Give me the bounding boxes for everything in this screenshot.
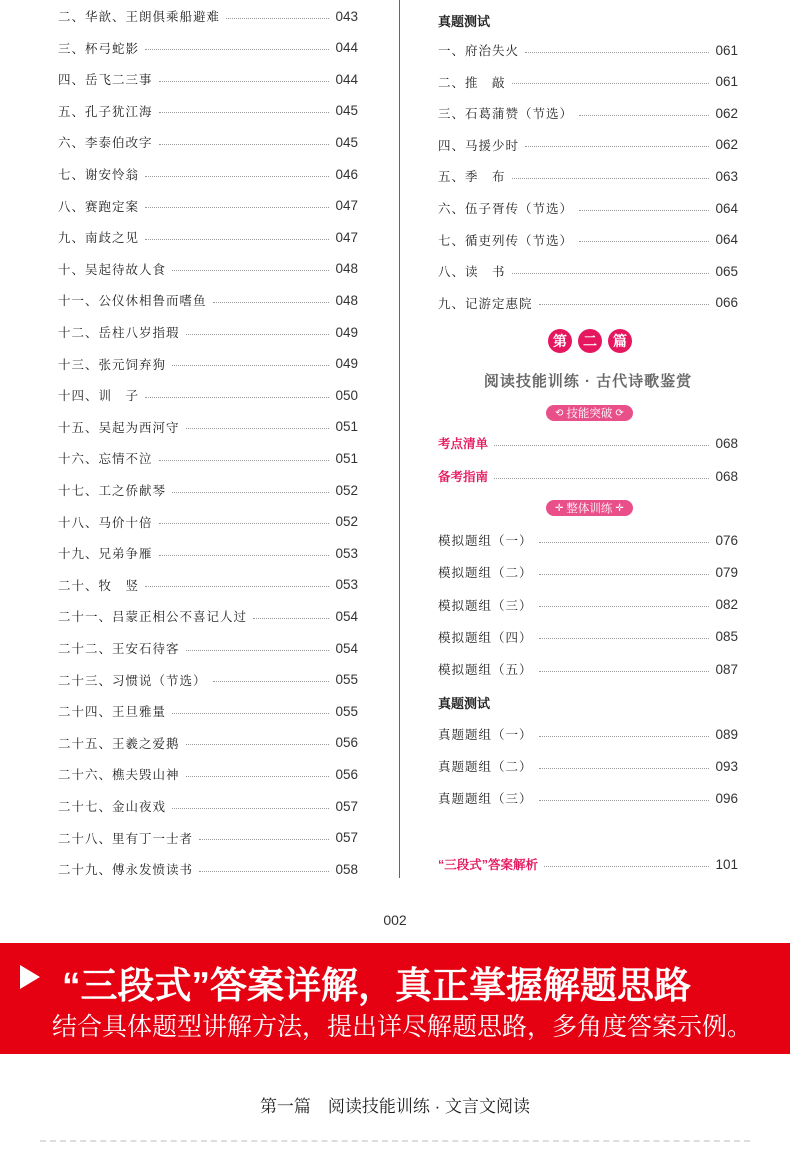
toc-entry-page: 049 bbox=[335, 324, 358, 340]
toc-entry-page: 076 bbox=[715, 532, 738, 548]
dot-leader bbox=[579, 210, 709, 211]
dot-leader bbox=[186, 428, 330, 429]
dot-leader bbox=[544, 866, 709, 867]
dot-leader bbox=[159, 144, 330, 145]
toc-entry[interactable] bbox=[58, 417, 358, 437]
toc-entry-page: 055 bbox=[335, 703, 358, 719]
promo-banner bbox=[0, 943, 790, 1054]
dot-leader bbox=[186, 334, 330, 335]
dot-leader bbox=[159, 460, 330, 461]
toc-entry-title: 二十九、傅永发愤读书 bbox=[58, 862, 194, 878]
toc-entry-page: 057 bbox=[335, 830, 358, 846]
banner-headline: “三段式”答案详解，真正掌握解题思路 bbox=[62, 965, 691, 1006]
toc-entry[interactable] bbox=[58, 859, 358, 879]
skill-breakthrough-pill bbox=[546, 405, 633, 421]
sparkle-icon: ✛ bbox=[615, 502, 624, 514]
toc-entry[interactable] bbox=[438, 72, 738, 92]
toc-entry-title: 备考指南 bbox=[438, 470, 489, 484]
dot-leader bbox=[213, 302, 330, 303]
toc-entry[interactable] bbox=[438, 788, 738, 808]
toc-entry-title: “三段式”答案解析 bbox=[438, 858, 539, 872]
page-number: 002 bbox=[383, 912, 407, 928]
toc-entry-title: 十五、吴起为西河守 bbox=[58, 419, 180, 435]
dot-leader bbox=[172, 713, 329, 714]
dot-leader bbox=[159, 555, 330, 556]
toc-entry-title: 模拟题组（四） bbox=[438, 629, 533, 645]
toc-entry-page: 096 bbox=[715, 790, 738, 806]
refresh-icon: ⟲ bbox=[555, 407, 564, 419]
dot-leader bbox=[199, 871, 329, 872]
part-two-badge bbox=[548, 329, 632, 353]
toc-entry[interactable] bbox=[58, 322, 358, 342]
part-badge-char: 二 bbox=[578, 329, 602, 353]
toc-entry-title: 二十五、王羲之爱鹅 bbox=[58, 735, 180, 751]
toc-entry-page: 051 bbox=[335, 450, 358, 466]
toc-entry[interactable] bbox=[58, 796, 358, 816]
toc-entry-page: 049 bbox=[335, 356, 358, 372]
dot-leader bbox=[145, 239, 329, 240]
toc-entry-page: 048 bbox=[335, 292, 358, 308]
dot-leader bbox=[539, 671, 710, 672]
toc-entry[interactable] bbox=[58, 132, 358, 152]
toc-entry[interactable] bbox=[438, 595, 738, 615]
toc-entry[interactable] bbox=[58, 164, 358, 184]
toc-entry-page: 046 bbox=[335, 166, 358, 182]
toc-entry-page: 051 bbox=[335, 419, 358, 435]
toc-entry-page: 101 bbox=[715, 856, 738, 872]
toc-entry-page: 065 bbox=[715, 263, 738, 279]
toc-entry[interactable] bbox=[58, 701, 358, 721]
toc-entry-title: 十、吴起待故人食 bbox=[58, 261, 167, 277]
toc-entry-title: 二十三、习惯说（节选） bbox=[58, 672, 207, 688]
toc-entry-page: 062 bbox=[715, 105, 738, 121]
toc-entry-page: 068 bbox=[715, 468, 738, 484]
toc-entry-title: 十六、忘情不泣 bbox=[58, 451, 153, 467]
toc-entry[interactable] bbox=[58, 828, 358, 848]
toc-entry[interactable] bbox=[438, 659, 738, 679]
toc-entry-title: 八、赛跑定案 bbox=[58, 198, 140, 214]
toc-entry[interactable] bbox=[438, 103, 738, 123]
dot-leader bbox=[186, 650, 330, 651]
toc-entry[interactable] bbox=[438, 40, 738, 60]
dot-leader bbox=[525, 52, 709, 53]
toc-entry-page: 044 bbox=[335, 40, 358, 56]
toc-entry-page: 068 bbox=[715, 435, 738, 451]
toc-entry[interactable] bbox=[438, 530, 738, 550]
toc-entry-page: 044 bbox=[335, 71, 358, 87]
toc-entry-page: 045 bbox=[335, 134, 358, 150]
toc-entry-page: 056 bbox=[335, 735, 358, 751]
toc-entry-page: 054 bbox=[335, 640, 358, 656]
toc-entry-title: 七、循吏列传（节选） bbox=[438, 232, 574, 248]
toc-entry-page: 056 bbox=[335, 766, 358, 782]
toc-entry[interactable] bbox=[58, 448, 358, 468]
toc-entry[interactable] bbox=[438, 293, 738, 313]
dot-leader bbox=[539, 768, 710, 769]
toc-entry[interactable] bbox=[438, 627, 738, 647]
toc-entry-page: 043 bbox=[335, 8, 358, 24]
toc-entry-page: 062 bbox=[715, 137, 738, 153]
toc-entry-title: 九、南歧之见 bbox=[58, 230, 140, 246]
toc-entry-title: 十七、工之侨献琴 bbox=[58, 483, 167, 498]
toc-entry-page: 087 bbox=[715, 661, 738, 677]
toc-entry[interactable] bbox=[58, 385, 358, 405]
dot-leader bbox=[579, 115, 709, 116]
toc-entry-page: 054 bbox=[335, 608, 358, 624]
toc-entry-title: 四、岳飞二三事 bbox=[58, 72, 153, 88]
dot-leader bbox=[172, 270, 329, 271]
dot-leader bbox=[539, 606, 710, 607]
dot-leader bbox=[525, 146, 709, 147]
toc-entry[interactable] bbox=[58, 764, 358, 784]
dot-leader bbox=[539, 800, 710, 801]
dot-leader bbox=[539, 304, 710, 305]
toc-entry-page: 085 bbox=[715, 629, 738, 645]
sparkle-icon: ✛ bbox=[555, 502, 564, 514]
toc-entry[interactable] bbox=[58, 227, 358, 247]
dot-leader bbox=[145, 397, 329, 398]
toc-entry-page: 053 bbox=[335, 545, 358, 561]
part-badge-char: 篇 bbox=[608, 329, 632, 353]
toc-entry[interactable] bbox=[438, 724, 738, 744]
toc-entry-title: 二十八、里有丁一士者 bbox=[58, 830, 194, 846]
toc-entry-title: 一、府治失火 bbox=[438, 43, 520, 58]
toc-entry-page: 079 bbox=[715, 564, 738, 580]
toc-entry-page: 061 bbox=[715, 42, 738, 58]
toc-entry[interactable] bbox=[58, 543, 358, 563]
toc-entry-page: 055 bbox=[335, 672, 358, 688]
toc-entry-page: 064 bbox=[715, 200, 738, 216]
toc-entry-title: 十二、岳柱八岁指瑕 bbox=[58, 325, 180, 340]
toc-entry[interactable] bbox=[438, 135, 738, 155]
toc-entry-page: 050 bbox=[335, 387, 358, 403]
part-badge-char: 第 bbox=[548, 329, 572, 353]
toc-entry-title: 十九、兄弟争雁 bbox=[58, 546, 153, 562]
toc-entry-title: 真题题组（三） bbox=[438, 791, 533, 806]
dot-leader bbox=[494, 445, 709, 446]
toc-entry-title: 真题题组（二） bbox=[438, 759, 533, 774]
toc-entry-title: 模拟题组（三） bbox=[438, 597, 533, 613]
toc-entry-page: 061 bbox=[715, 74, 738, 90]
dot-leader bbox=[539, 574, 710, 575]
toc-entry-title: 二十二、王安石待客 bbox=[58, 641, 180, 656]
toc-entry[interactable] bbox=[438, 261, 738, 281]
banner-subline: 结合具体题型讲解方法，提出详尽解题思路，多角度答案示例。 bbox=[52, 1013, 753, 1041]
dot-leader bbox=[159, 523, 330, 524]
toc-entry[interactable] bbox=[58, 575, 358, 595]
toc-entry-title: 十四、训 子 bbox=[58, 388, 140, 404]
dot-leader bbox=[494, 478, 709, 479]
toc-entry[interactable] bbox=[58, 670, 358, 690]
toc-entry-title: 真题题组（一） bbox=[438, 727, 533, 742]
toc-entry[interactable] bbox=[58, 606, 358, 626]
toc-entry[interactable] bbox=[58, 69, 358, 89]
toc-entry-title: 三、石葛蒲赞（节选） bbox=[438, 106, 574, 122]
toc-entry-title: 二、华歆、王朗俱乘船避难 bbox=[58, 9, 221, 24]
dot-leader bbox=[539, 542, 710, 543]
toc-entry[interactable] bbox=[58, 638, 358, 658]
toc-entry-page: 089 bbox=[715, 726, 738, 742]
dot-leader bbox=[145, 49, 329, 50]
dot-leader bbox=[539, 736, 710, 737]
toc-entry-title: 七、谢安怜翁 bbox=[58, 167, 140, 182]
dot-leader bbox=[226, 18, 329, 19]
toc-entry-title: 二十一、吕蒙正相公不喜记人过 bbox=[58, 609, 248, 625]
toc-entry-title: 五、孔子犹江海 bbox=[58, 103, 153, 119]
toc-entry-page: 053 bbox=[335, 577, 358, 593]
toc-entry[interactable] bbox=[58, 6, 358, 26]
decorative-border bbox=[40, 1140, 750, 1149]
toc-entry[interactable] bbox=[58, 101, 358, 121]
toc-entry-title: 二十四、王旦雅量 bbox=[58, 704, 167, 720]
toc-entry-page: 066 bbox=[715, 295, 738, 311]
toc-entry[interactable] bbox=[438, 230, 738, 250]
toc-entry[interactable] bbox=[438, 756, 738, 776]
refresh-icon: ⟳ bbox=[615, 407, 624, 419]
dot-leader bbox=[512, 178, 710, 179]
dot-leader bbox=[579, 241, 709, 242]
toc-entry-title: 八、读 书 bbox=[438, 264, 506, 280]
toc-entry[interactable] bbox=[58, 480, 358, 500]
toc-entry-page: 064 bbox=[715, 232, 738, 248]
toc-entry-title: 十三、张元饲弃狗 bbox=[58, 356, 167, 372]
toc-entry-title: 四、马援少时 bbox=[438, 137, 520, 153]
toc-entry[interactable] bbox=[58, 733, 358, 753]
play-triangle-icon bbox=[20, 965, 40, 989]
toc-entry-page: 058 bbox=[335, 861, 358, 877]
toc-entry-page: 045 bbox=[335, 103, 358, 119]
toc-entry-title: 六、李泰伯改字 bbox=[58, 135, 153, 151]
toc-entry-title: 二十六、樵夫毁山神 bbox=[58, 767, 180, 783]
dot-leader bbox=[172, 365, 329, 366]
dot-leader bbox=[512, 83, 710, 84]
pill-label: 技能突破 bbox=[566, 408, 613, 420]
section-heading-real-test-2: 真题测试 bbox=[438, 696, 491, 711]
toc-entry[interactable] bbox=[58, 290, 358, 310]
section-heading-real-test: 真题测试 bbox=[438, 14, 491, 29]
toc-entry-page: 093 bbox=[715, 758, 738, 774]
toc-entry[interactable] bbox=[438, 198, 738, 218]
toc-entry-page: 047 bbox=[335, 229, 358, 245]
toc-entry-page: 052 bbox=[335, 514, 358, 530]
dot-leader bbox=[186, 744, 330, 745]
toc-entry-title: 六、伍子胥传（节选） bbox=[438, 201, 574, 216]
toc-entry[interactable] bbox=[438, 166, 738, 186]
toc-entry[interactable] bbox=[58, 512, 358, 532]
toc-entry-title: 二十、牧 竖 bbox=[58, 577, 140, 593]
toc-entry-title: 模拟题组（五） bbox=[438, 662, 533, 678]
dot-leader bbox=[145, 176, 329, 177]
dot-leader bbox=[145, 586, 329, 587]
toc-entry[interactable] bbox=[438, 562, 738, 582]
toc-entry-page: 047 bbox=[335, 198, 358, 214]
toc-entry-title: 九、记游定惠院 bbox=[438, 295, 533, 311]
toc-entry[interactable] bbox=[58, 354, 358, 374]
dot-leader bbox=[253, 618, 329, 619]
part-two-title: 阅读技能训练 · 古代诗歌鉴赏 bbox=[483, 373, 693, 390]
toc-entry-page: 082 bbox=[715, 597, 738, 613]
column-divider bbox=[399, 0, 400, 878]
toc-entry-page: 057 bbox=[335, 798, 358, 814]
dot-leader bbox=[172, 492, 329, 493]
toc-entry-title: 十一、公仪休相鲁而嗜鱼 bbox=[58, 293, 207, 309]
toc-entry[interactable] bbox=[58, 38, 358, 58]
dot-leader bbox=[159, 112, 330, 113]
toc-entry-page: 048 bbox=[335, 261, 358, 277]
dot-leader bbox=[512, 273, 710, 274]
toc-entry-title: 模拟题组（一） bbox=[438, 533, 533, 548]
overall-training-pill bbox=[546, 500, 633, 516]
dot-leader bbox=[172, 808, 329, 809]
dot-leader bbox=[213, 681, 330, 682]
pill-label: 整体训练 bbox=[566, 503, 613, 515]
dot-leader bbox=[199, 839, 329, 840]
toc-entry-page: 052 bbox=[335, 482, 358, 498]
toc-entry-title: 五、季 布 bbox=[438, 169, 506, 185]
dot-leader bbox=[539, 638, 710, 639]
toc-entry-title: 二、推 敲 bbox=[438, 74, 506, 90]
toc-entry-title: 考点清单 bbox=[438, 437, 489, 451]
toc-entry[interactable] bbox=[438, 466, 738, 486]
toc-entry[interactable] bbox=[438, 433, 738, 453]
toc-entry-title: 三、杯弓蛇影 bbox=[58, 40, 140, 56]
dot-leader bbox=[186, 776, 330, 777]
dot-leader bbox=[145, 207, 329, 208]
toc-entry-title: 二十七、金山夜戏 bbox=[58, 799, 167, 814]
toc-entry-title: 十八、马价十倍 bbox=[58, 514, 153, 530]
toc-entry[interactable] bbox=[438, 854, 738, 874]
dot-leader bbox=[159, 81, 330, 82]
toc-entry[interactable] bbox=[58, 196, 358, 216]
toc-entry-title: 模拟题组（二） bbox=[438, 565, 533, 581]
next-page-title: 第一篇 阅读技能训练 · 文言文阅读 bbox=[259, 1097, 531, 1116]
toc-entry-page: 063 bbox=[715, 168, 738, 184]
toc-entry[interactable] bbox=[58, 259, 358, 279]
